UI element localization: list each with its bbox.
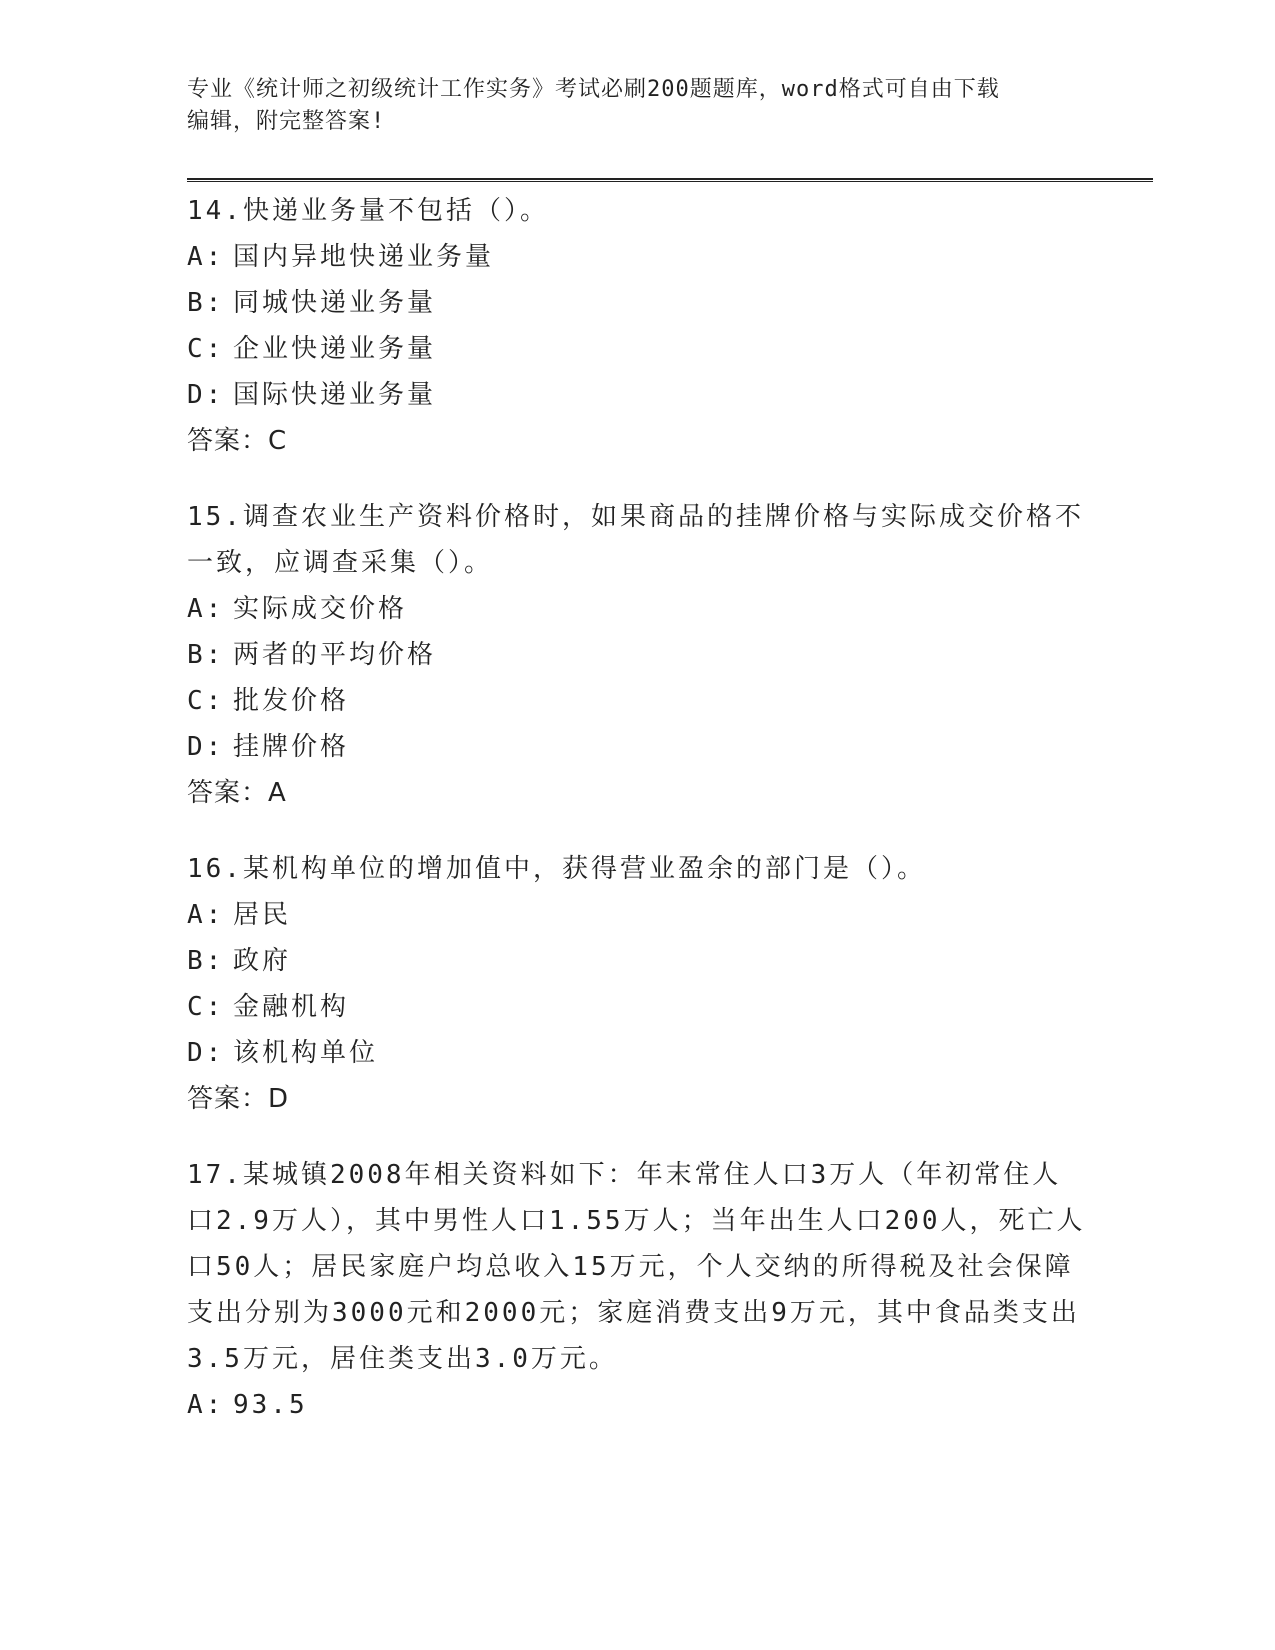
- option-letter: C:: [187, 686, 225, 716]
- answer-line: 答案：D: [187, 1084, 290, 1114]
- option-letter: A:: [187, 594, 225, 624]
- answer-line: 答案：A: [187, 778, 287, 808]
- question-list: [187, 188, 1087, 1458]
- option-text: 挂牌价格: [233, 732, 350, 762]
- option-text: 国际快递业务量: [233, 380, 437, 410]
- option-letter: D:: [187, 732, 225, 762]
- option-b: [187, 280, 1087, 326]
- option-letter: B:: [187, 640, 225, 670]
- option-text: 政府: [233, 946, 292, 976]
- option-a: [187, 586, 1087, 632]
- option-text: 实际成交价格: [233, 594, 408, 624]
- question-16: [187, 846, 1087, 1122]
- question-text: 14.快递业务量不包括（）。: [187, 196, 549, 226]
- option-d: [187, 1030, 1087, 1076]
- option-letter: A:: [187, 1390, 225, 1420]
- option-letter: D:: [187, 1038, 225, 1068]
- option-text: 两者的平均价格: [233, 640, 437, 670]
- option-d: [187, 372, 1087, 418]
- option-letter: B:: [187, 946, 225, 976]
- option-letter: B:: [187, 288, 225, 318]
- option-a: [187, 892, 1087, 938]
- option-text: 同城快递业务量: [233, 288, 437, 318]
- option-text: 居民: [233, 900, 292, 930]
- option-text: 该机构单位: [233, 1038, 379, 1068]
- option-b: [187, 632, 1087, 678]
- option-text: 国内异地快递业务量: [233, 242, 495, 272]
- option-letter: C:: [187, 334, 225, 364]
- header-line-2: 编辑，附完整答案!: [187, 109, 386, 134]
- option-letter: C:: [187, 992, 225, 1022]
- option-letter: A:: [187, 242, 225, 272]
- question-17: [187, 1152, 1087, 1428]
- option-text: 93.5: [233, 1390, 308, 1420]
- question-text: 16.某机构单位的增加值中，获得营业盈余的部门是（）。: [187, 854, 926, 884]
- option-a: [187, 234, 1087, 280]
- option-b: [187, 938, 1087, 984]
- question-text: 17.某城镇2008年相关资料如下：年末常住人口3万人（年初常住人口2.9万人），其中男性人口1.55万人；当年出生人口200人，死亡人口50人；居民家庭户均总收入15万元，个人交纳的所得税及社会保障支出分别为3000元和2000元；家庭消费支出9万元，其中食品类支出3.5万元，居住类支出3.0万元。: [187, 1160, 1086, 1374]
- header-divider: [187, 178, 1153, 182]
- option-letter: D:: [187, 380, 225, 410]
- question-14: [187, 188, 1087, 464]
- document-header: [187, 74, 1087, 138]
- option-text: 金融机构: [233, 992, 350, 1022]
- option-d: [187, 724, 1087, 770]
- option-c: [187, 984, 1087, 1030]
- header-line-1: 专业《统计师之初级统计工作实务》考试必刷200题题库，word格式可自由下载: [187, 77, 1000, 102]
- option-text: 企业快递业务量: [233, 334, 437, 364]
- option-a: [187, 1382, 1087, 1428]
- option-c: [187, 326, 1087, 372]
- option-text: 批发价格: [233, 686, 350, 716]
- answer-line: 答案：C: [187, 426, 288, 456]
- question-text: 15.调查农业生产资料价格时，如果商品的挂牌价格与实际成交价格不一致，应调查采集（）。: [187, 502, 1084, 578]
- option-c: [187, 678, 1087, 724]
- question-15: [187, 494, 1087, 816]
- option-letter: A:: [187, 900, 225, 930]
